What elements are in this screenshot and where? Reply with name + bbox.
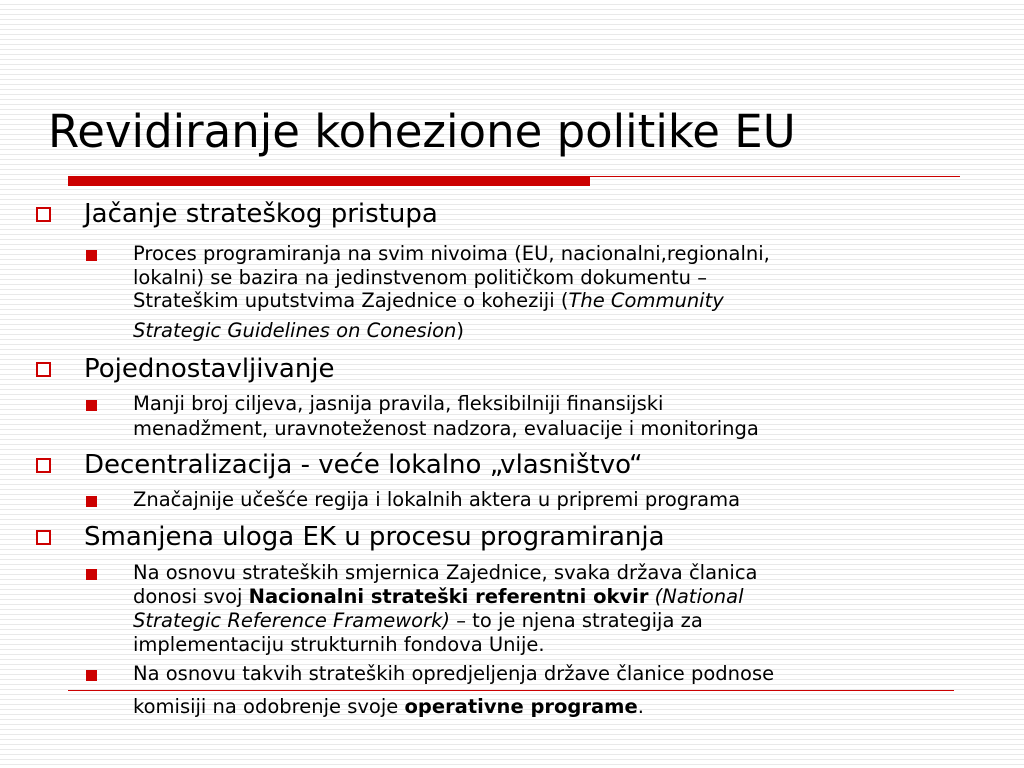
sub-bullet-4a-line-1: Na osnovu strateških smjernica Zajednice, svaka država članica bbox=[133, 561, 758, 584]
sub-bullet-4b-line-2 bbox=[133, 695, 644, 719]
hollow-square-bullet-icon bbox=[36, 530, 51, 545]
sub-bullet-2-line-1: Manji broj ciljeva, jasnija pravila, fleksibilniji finansijski bbox=[133, 392, 664, 415]
sub-bullet-1-line-3-italic: The Community bbox=[568, 289, 724, 312]
bullet-heading-1: Jačanje strateškog pristupa bbox=[84, 199, 438, 229]
sub-bullet-4b-line-2-text: komisiji na odobrenje svoje bbox=[133, 695, 405, 718]
bottom-divider bbox=[68, 690, 954, 691]
sub-bullet-4a-line-3-text: – to je njena strategija za bbox=[450, 609, 703, 632]
filled-square-bullet-icon bbox=[86, 569, 97, 580]
filled-square-bullet-icon bbox=[86, 670, 97, 681]
sub-bullet-1-line-1: Proces programiranja na svim nivoima (EU, nacionalni,regionalni, bbox=[133, 242, 770, 265]
hollow-square-bullet-icon bbox=[36, 362, 51, 377]
sub-bullet-4a-line-2-bold: Nacionalni strateški referentni okvir bbox=[248, 585, 649, 608]
sub-bullet-1-line-4-text: ) bbox=[456, 319, 465, 342]
sub-bullet-1-line-3-text: Strateškim uputstvima Zajednice o koheziji ( bbox=[133, 289, 569, 312]
sub-bullet-1-line-4 bbox=[133, 319, 464, 343]
sub-bullet-1-line-2: lokalni) se bazira na jedinstvenom političkom dokumentu – bbox=[133, 266, 707, 289]
filled-square-bullet-icon bbox=[86, 400, 97, 411]
sub-bullet-4b-line-1: Na osnovu takvih strateških opredjeljenja države članice podnose bbox=[133, 662, 775, 685]
bullet-heading-4: Smanjena uloga EK u procesu programiranja bbox=[84, 522, 665, 552]
sub-bullet-3-line-1: Značajnije učešće regija i lokalnih aktera u pripremi programa bbox=[133, 488, 741, 511]
sub-bullet-4a-line-3 bbox=[133, 609, 703, 633]
hollow-square-bullet-icon bbox=[36, 458, 51, 473]
sub-bullet-1-line-4-italic: Strategic Guidelines on Conesion bbox=[133, 319, 457, 342]
bullet-heading-3: Decentralizacija - veće lokalno „vlasništvo“ bbox=[84, 450, 643, 480]
sub-bullet-4a-line-4: implementaciju strukturnih fondova Unije. bbox=[133, 633, 545, 656]
hollow-square-bullet-icon bbox=[36, 207, 51, 222]
sub-bullet-1-line-3 bbox=[133, 289, 724, 313]
sub-bullet-2-line-2: menadžment, uravnoteženost nadzora, evaluacije i monitoringa bbox=[133, 417, 759, 440]
sub-bullet-4b-line-2-bold: operativne programe bbox=[404, 695, 638, 718]
sub-bullet-4a-line-2 bbox=[133, 585, 744, 609]
bullet-heading-2: Pojednostavljivanje bbox=[84, 354, 335, 384]
slide-title: Revidiranje kohezione politike EU bbox=[48, 105, 796, 158]
sub-bullet-4a-line-3-italic: Strategic Reference Framework) bbox=[133, 609, 451, 632]
sub-bullet-4b-line-2-end: . bbox=[637, 695, 644, 718]
filled-square-bullet-icon bbox=[86, 250, 97, 261]
sub-bullet-4a-line-2-text: donosi svoj bbox=[133, 585, 249, 608]
sub-bullet-4a-line-2-italic: (National bbox=[648, 585, 744, 608]
filled-square-bullet-icon bbox=[86, 496, 97, 507]
